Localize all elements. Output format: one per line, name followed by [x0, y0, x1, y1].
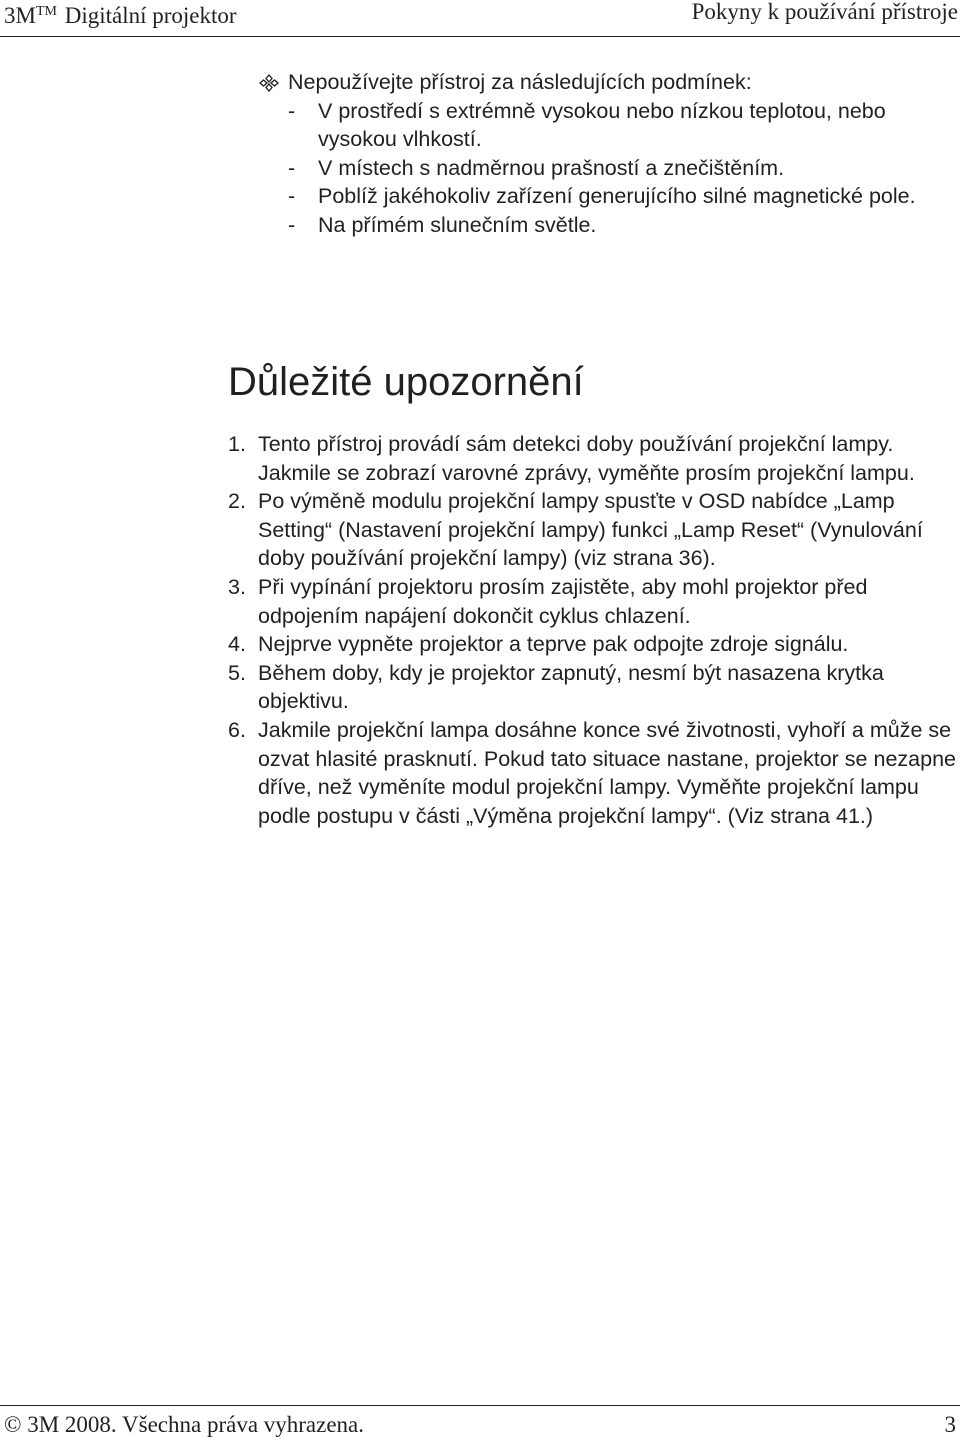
important-notes-list — [228, 430, 958, 830]
note-text: Během doby, kdy je projektor zapnutý, nesmí být nasazena krytka objektivu. — [258, 660, 884, 714]
product-name: Digitální projektor — [64, 3, 237, 28]
caution-item: - V místech s nadměrnou prašností a znečištěním. — [288, 155, 785, 180]
caution-list — [258, 68, 958, 240]
caution-heading: Nepoužívejte přístroj za následujících podmínek: — [288, 70, 752, 94]
note-number: 6. — [228, 717, 246, 742]
caution-item: - V prostředí s extrémně vysokou nebo nízkou teplotou, nebo vysokou vlhkostí. — [288, 98, 886, 152]
note-text: Nejprve vypněte projektor a teprve pak odpojte zdroje signálu. — [258, 632, 849, 657]
copyright-notice: © 3M 2008. Všechna práva vyhrazena. — [4, 1412, 365, 1437]
caution-heading-row — [258, 68, 958, 97]
note-item — [228, 487, 958, 573]
trademark-mark: TM — [35, 4, 57, 19]
note-item — [228, 430, 958, 487]
page-header — [0, 0, 960, 37]
note-number: 2. — [228, 489, 246, 514]
note-item — [228, 716, 958, 830]
header-section-title: Pokyny k používání přístroje — [691, 0, 958, 24]
note-item — [228, 630, 958, 659]
note-text: Jakmile projekční lampa dosáhne konce své životnosti, vyhoří a může se ozvat hlasité prasknutí. Pokud tato situace nastane, projektor se nezapne dříve, než vyměníte modul projekční lampy. Vyměňte projekční lampu podle postupu v části „Výměna projekční lampy“. (Viz strana 41.) — [258, 717, 956, 828]
section-heading: Důležité upozornění — [228, 360, 584, 404]
note-text: Při vypínání projektoru prosím zajistěte, aby mohl projektor před odpojením napájení dokončit cyklus chlazení. — [258, 574, 868, 628]
diamond-bullet-icon — [258, 74, 280, 92]
header-product — [4, 0, 237, 28]
page-footer — [0, 1405, 960, 1437]
note-text: Tento přístroj provádí sám detekci doby používání projekční lampy. Jakmile se zobrazí varovné zprávy, vyměňte prosím projekční lampu. — [258, 432, 915, 485]
brand-name: 3M — [4, 3, 36, 28]
caution-item: - Na přímém slunečním světle. — [288, 212, 597, 237]
caution-item: - Poblíž jakéhokoliv zařízení generujícího silné magnetické pole. — [288, 184, 916, 209]
note-number: 5. — [228, 660, 246, 685]
page-number: 3 — [944, 1412, 956, 1437]
note-item — [228, 659, 958, 716]
note-number: 1. — [228, 432, 246, 456]
note-item — [228, 573, 958, 630]
note-number: 4. — [228, 632, 246, 657]
note-number: 3. — [228, 574, 246, 599]
note-text: Po výměně modulu projekční lampy spusťte v OSD nabídce „Lamp Setting“ (Nastavení projekční lampy) funkci „Lamp Reset“ (Vynulování doby používání projekční lampy) (viz strana 36). — [258, 489, 923, 571]
